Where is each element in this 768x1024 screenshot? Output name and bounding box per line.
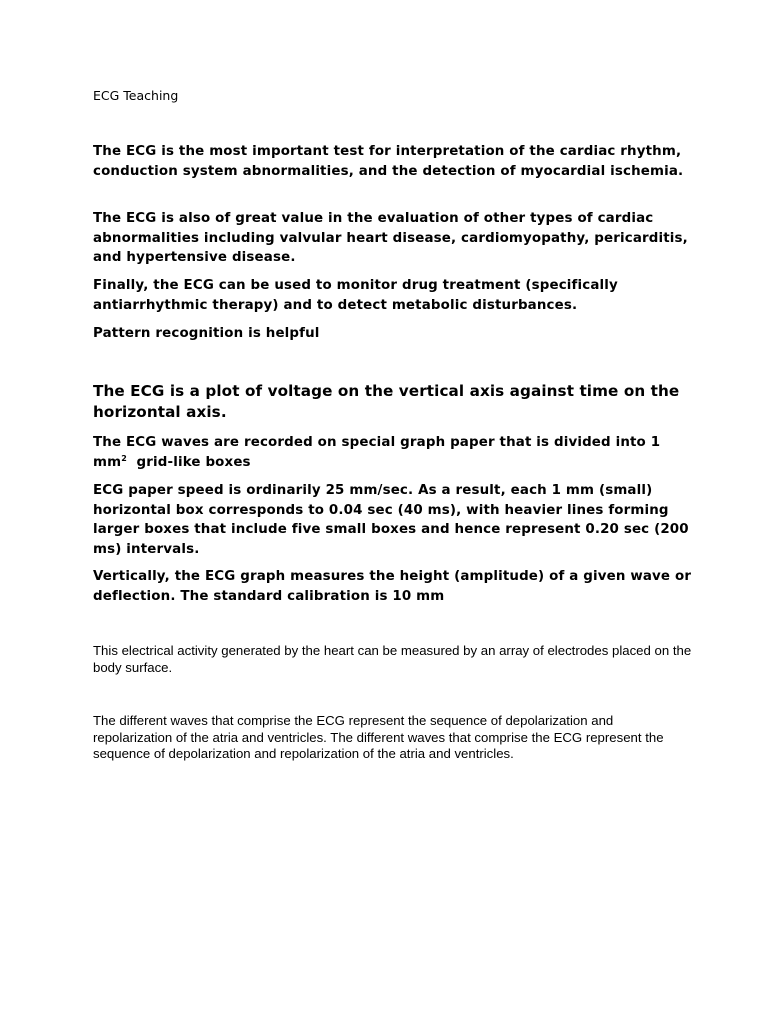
paragraph-pattern-recognition: Pattern recognition is helpful — [93, 326, 320, 341]
heading-voltage-plot: The ECG is a plot of voltage on the vertical axis against time on the horizontal axis. — [93, 382, 680, 421]
paragraph-vertical-calibration: Vertically, the ECG graph measures the height (amplitude) of a given wave or deflection. The standard calibration is 10 mm — [93, 569, 692, 604]
paragraph-ecg-importance: The ECG is the most important test for interpretation of the cardiac rhythm, conduction system abnormalities, and the detection of myocardial ischemia. — [93, 144, 684, 179]
paragraph-electrical-activity: This electrical activity generated by the heart can be measured by an array of electrodes placed on the body surface. — [93, 643, 692, 675]
paragraph-ecg-value: The ECG is also of great value in the evaluation of other types of cardiac abnormalities including valvular heart disease, cardiomyopathy, pericarditis, and hypertensive disease. — [93, 211, 688, 265]
graph-paper-text: The ECG waves are recorded on special graph paper that is divided into 1 mm — [93, 435, 661, 470]
paragraph-ecg-monitoring: Finally, the ECG can be used to monitor drug treatment (specifically antiarrhythmic therapy) and to detect metabolic disturbances. — [93, 278, 618, 313]
paragraph-paper-speed: ECG paper speed is ordinarily 25 mm/sec. As a result, each 1 mm (small) horizontal box corresponds to 0.04 sec (40 ms), with heavier lines forming larger boxes that include five small boxes and hence represent 0.20 sec (200 ms) intervals. — [93, 483, 689, 557]
document-title: ECG Teaching — [93, 88, 179, 103]
paragraph-waves-sequence: The different waves that comprise the ECG represent the sequence of depolarization and repolarization of the atria and ventricles. The different waves that comprise the ECG represent the sequence of depolarization and repolarization of the atria and ventricles. — [93, 713, 664, 761]
paragraph-graph-paper — [93, 433, 693, 472]
superscript-two: 2 — [121, 453, 127, 463]
graph-paper-text-end: grid-like boxes — [126, 454, 251, 470]
